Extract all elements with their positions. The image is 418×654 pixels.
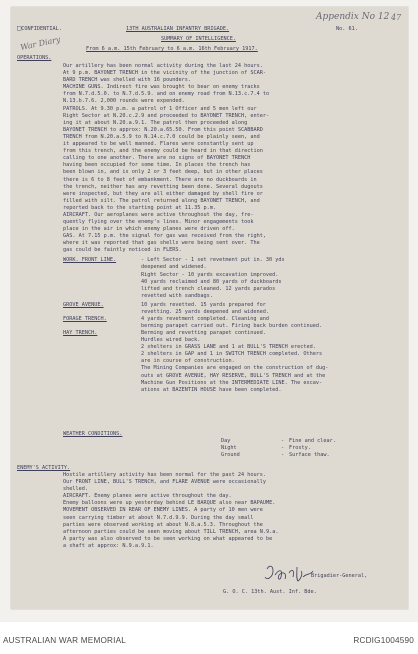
work-line: deepened and widened. bbox=[141, 264, 207, 271]
operations-line: where it was reported that gas shells were being sent over. The bbox=[63, 240, 260, 247]
archive-footer bbox=[0, 622, 418, 654]
work-line: lifted and trench cleaned. 12 yards parados bbox=[141, 286, 276, 293]
work-line: Hurdles wired back. bbox=[141, 337, 201, 344]
signature-command: G. O. C. 13th. Aust. Inf. Bde. bbox=[223, 589, 317, 595]
work-line: revetting. 25 yards deepened and widened. bbox=[141, 308, 270, 315]
work-entry bbox=[63, 302, 328, 316]
document-title: SUMMARY OF INTELLIGENCE. bbox=[161, 36, 236, 42]
operations-line: PATROLS. At 9.30 p.m. a patrol of 1 Officer and 5 men left our bbox=[63, 105, 257, 112]
work-label: HAY TRENCH. bbox=[63, 329, 98, 336]
operations-line: the trench, neither has any revetting been done. Several dugouts bbox=[63, 183, 263, 190]
confidential-mark: □CONFIDENTIAL. bbox=[17, 24, 62, 32]
operations-line: it appeared to be well manned. Flares were constantly sent up bbox=[63, 141, 254, 148]
work-line: 40 yards reclaimed and 80 yards of duckboards bbox=[141, 279, 282, 286]
archive-id: RCDIG1004590 bbox=[353, 636, 414, 645]
enemy-line: parties were observed working at about N.8.a.5.3. Throughout the bbox=[63, 521, 263, 528]
work-label: WORK. FRONT LINE. bbox=[63, 257, 117, 263]
weather-row: Ground - Surface thaw. bbox=[221, 452, 330, 459]
operations-line: At 9 p.m. BAYONET TRENCH in the vicinity of the junction of SCAR- bbox=[63, 70, 267, 77]
operations-line: having been occupied for some time. In places the trench has bbox=[63, 162, 251, 169]
enemy-line: A party was also observed to be seen working on what appeared to be bbox=[63, 535, 273, 542]
work-line: are in course of construction. bbox=[141, 358, 235, 365]
weather-value: Surface thaw. bbox=[289, 452, 330, 459]
signature-title: Brigadier-General, bbox=[311, 573, 368, 579]
appendix-note: Appendix No 12 bbox=[316, 12, 390, 22]
enemy-line: Our FRONT LINE, BULL'S TRENCH, and FLARE AVENUE were occasionally bbox=[63, 479, 267, 486]
operations-line: Right Sector at N.20.c.2.9 and proceeded to BAYONET TRENCH, enter- bbox=[63, 112, 270, 119]
weather-heading: WEATHER CONDITIONS. bbox=[63, 431, 123, 437]
enemy-heading: ENEMY'S ACTIVITY. bbox=[17, 465, 71, 471]
archive-name: AUSTRALIAN WAR MEMORIAL bbox=[3, 636, 127, 645]
operations-line: Our artillery has been normal activity during the last 24 hours. bbox=[63, 63, 263, 69]
operations-line: TRENCH from N.20.a.5.9 to N.14.c.7.0 could be plainly seen, and bbox=[63, 133, 260, 140]
brigade-name: 13TH AUSTRALIAN INFANTRY BRIGADE. bbox=[126, 26, 230, 32]
work-line: ations at BAZENTIN HOUSE have been completed. bbox=[141, 386, 282, 393]
operations-line: MACHINE GUNS. Indirect fire was brought to bear on enemy tracks bbox=[63, 84, 260, 91]
weather-label: Ground bbox=[221, 452, 240, 459]
operations-body bbox=[63, 63, 269, 255]
operations-line: were inspected, but they are all either damaged by shell fire or bbox=[63, 190, 263, 197]
operations-line: N.13.b.7.6. 2,000 rounds were expended. bbox=[63, 98, 185, 105]
weather-row: Night - Frosty. bbox=[221, 445, 311, 452]
weather-value: Frosty. bbox=[289, 445, 311, 452]
page-number: 47 bbox=[391, 13, 402, 22]
work-line: berming parapet carried out. Firing back burden continued. bbox=[141, 322, 323, 329]
operations-line: GAS. At 7.15 p.m. the signal for gas was received from the right, bbox=[63, 233, 267, 240]
work-line: Berming and revetting parapet continued. bbox=[141, 329, 266, 336]
work-label: FORAGE TRENCH. bbox=[63, 315, 107, 322]
work-entry bbox=[63, 272, 328, 300]
operations-line: gas could be faintly noticed in FLERS. bbox=[63, 247, 182, 254]
war-diary-pencil-note: War Diary bbox=[19, 34, 62, 53]
enemy-line: a shaft at approx: N.9.a.9.1. bbox=[63, 542, 154, 549]
weather-value: Fine and clear. bbox=[289, 438, 336, 444]
weather-table bbox=[221, 438, 336, 459]
work-line: 10 yards revetted. 15 yards prepared for bbox=[141, 301, 266, 308]
work-line: - Left Sector - 1 set revetment put in. 30 yds bbox=[141, 257, 285, 263]
work-line: revetted with sandbags. bbox=[141, 293, 213, 300]
operations-line: ing it at about N.20.a.9.1. The patrol then proceeded along bbox=[63, 119, 248, 126]
operations-heading: OPERATIONS. bbox=[17, 55, 52, 61]
work-line: The Mining Companies are engaged on the construction of dug- bbox=[141, 365, 329, 372]
document-page bbox=[11, 7, 408, 609]
work-line: Machine Gun Positions at the INTERMEDIATE LINE. The excav- bbox=[141, 379, 323, 386]
operations-line: there is 6 to 8 feet of embankment. There are no duckboards in bbox=[63, 176, 257, 183]
operations-line: filled with silt. The patrol returned along BAYONET TRENCH, and bbox=[63, 197, 260, 204]
operations-line: BARD TRENCH was shelled with 16 pounders. bbox=[63, 77, 192, 84]
operations-line: AIRCRAFT. Our aeroplanes were active throughout the day, fre- bbox=[63, 211, 254, 218]
enemy-line: MOVEMENT OBSERVED IN REAR OF ENEMY LINES. A party of 10 men were bbox=[63, 507, 263, 514]
work-section bbox=[63, 257, 328, 394]
enemy-line: Hostile artillery activity has been normal for the past 24 hours. bbox=[63, 472, 267, 478]
operations-line: calling to one another. There are no signs of BAYONET TRENCH bbox=[63, 155, 251, 162]
work-line: 4 yards revetment completed. Cleaning and bbox=[141, 315, 270, 322]
summary-number: No. 61. bbox=[336, 26, 358, 32]
operations-line: place in the air in which enemy planes were driven off. bbox=[63, 226, 235, 233]
work-label: GROVE AVENUE. bbox=[63, 301, 104, 308]
work-line: 2 shelters in GRASS LANE and 1 at BULL'S TRENCH erected. bbox=[141, 344, 316, 351]
enemy-line: afternoon parties could be seen moving about TILL TRENCH, area N.9.a. bbox=[63, 528, 279, 535]
operations-line: BAYONET TRENCH to approx: N.20.a.65.50. From this point SCABBARD bbox=[63, 126, 263, 133]
work-entry bbox=[63, 257, 328, 271]
enemy-body bbox=[63, 472, 279, 550]
weather-label: Day bbox=[221, 438, 231, 444]
enemy-line: shelled. bbox=[63, 486, 88, 493]
weather-label: Night bbox=[221, 445, 237, 452]
work-label bbox=[63, 272, 141, 300]
work-line: 2 shelters in GAP and 1 in SWITCH TRENCH completed. Others bbox=[141, 351, 323, 358]
operations-line: quently flying over the enemy's lines. Minor engagements took bbox=[63, 219, 254, 226]
enemy-line: AIRCRAFT. Enemy planes were active throughout the day. bbox=[63, 493, 232, 500]
operations-line: reported back to the starting point at 11.35 p.m. bbox=[63, 204, 217, 211]
work-entry bbox=[63, 316, 328, 330]
document-period: From 6 a.m. 15th February to 6 a.m. 16th February 1917. bbox=[86, 46, 258, 52]
operations-line: from this trench, and the enemy could be heard in that direction bbox=[63, 148, 263, 155]
operations-line: from N.7.d.5.0. to N.7.d.5.9. and on enemy road from N.13.c.7.4 to bbox=[63, 91, 270, 98]
weather-row: Day - Fine and clear. bbox=[221, 438, 336, 444]
work-line: Right Sector - 10 yards excavation improved. bbox=[141, 272, 279, 279]
enemy-line: Enemy balloons were up yesterday behind LE BARQUE also near BAPAUME. bbox=[63, 500, 276, 507]
work-line: outs at GROVE AVENUE, HAY RESERVE, BULL'S TRENCH and at the bbox=[141, 372, 326, 379]
enemy-line: seen carrying timber at about N.7.d.9.9. During the day small bbox=[63, 514, 254, 521]
work-entry bbox=[63, 330, 328, 344]
work-trailing bbox=[141, 344, 328, 394]
operations-line: been blown in, and is only 2 or 3 feet deep, but in other places bbox=[63, 169, 263, 176]
